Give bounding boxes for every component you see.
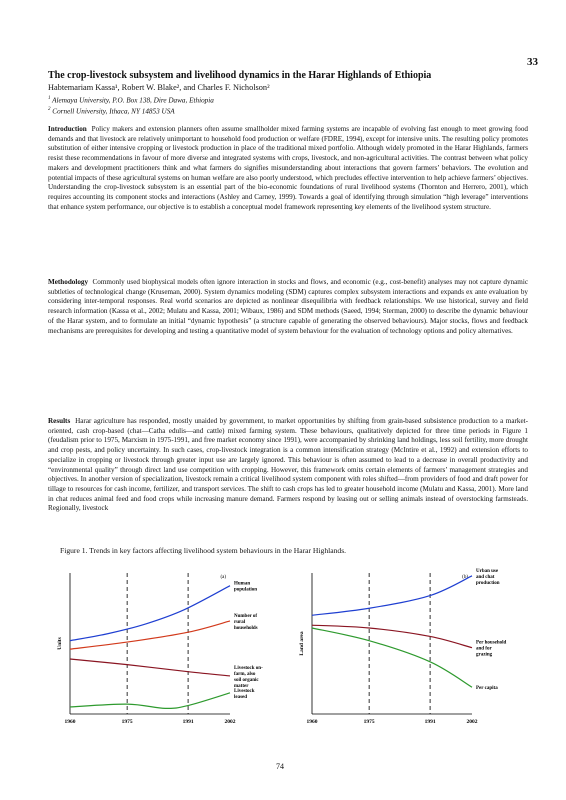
results-paragraph (48, 417, 528, 514)
chart-b-x-tick-1975: 1975 (363, 719, 375, 725)
affiliation-1 (48, 96, 214, 104)
chart-a-legend-line: population (234, 587, 258, 593)
introduction-paragraph (48, 125, 528, 212)
results-heading: Results (48, 417, 71, 425)
methodology-text: Commonly used biophysical models often ignore interaction in stocks and flows, and economic (e.g., cost-benefit) analyses may not capture dynamic subtleties of technological change (Kruseman, 2000). System dynamics modeling (SDM) captures complex subsystem interactions and expands ex ante evaluation by considering inter-temporal responses. Real world scenarios are depicted as nonlinear disequilibria with feedback relationships. We use historical, survey and field research information (Kassa et al., 2002; Mulatu and Kassa, 2001; Wibaux, 1986) and SDM methods (Saeed, 1994; Sterman, 2000) to describe the dynamic behaviour of the Harar system, and to formulate an initial “dynamic hypothesis” (a structure capable of generating the observed behaviours). Major stocks, flows and feedback mechanisms are prerequisites for developing and testing a quantitative model of system behaviour for the evaluation of technology options and policy alternatives. (48, 278, 528, 335)
chart-a-legend-livestock-on-farm-also-soil-organic-matter (234, 666, 263, 689)
chart-a-series-livestock-leased (70, 693, 230, 709)
paper-title: The crop-livestock subsystem and livelihood dynamics in the Harar Highlands of Ethiopia (48, 70, 432, 81)
chart-b-legend-line: and for (476, 646, 492, 652)
chart-b-legend-line: and chat (476, 574, 495, 580)
chart-a-legend-line: leased (234, 694, 248, 700)
chart-b-legend-line: Per household (476, 640, 507, 646)
chart-a-legend-line: farm, also (234, 671, 256, 677)
chart-a (52, 565, 282, 730)
affiliation-1-text: Alemaya University, P.O. Box 138, Dire Dawa, Ethiopia (52, 96, 214, 105)
methodology-heading: Methodology (48, 278, 89, 286)
chart-b-legend-urban-use-and-chat-production (476, 569, 500, 586)
figure-caption: Figure 1. Trends in key factors affecting livelihood system behaviours in the Harar Highlands. (60, 546, 347, 555)
chart-b-x-tick-1960: 1960 (306, 719, 318, 725)
chart-b-x-tick-2002: 2002 (466, 719, 478, 725)
author-list: Habtemariam Kassa¹, Robert W. Blake², and Charles F. Nicholson² (48, 83, 270, 92)
chart-b-series-per-capita (312, 628, 472, 687)
chart-a-series-number-of-rural-households (70, 621, 230, 649)
footer-page-number: 74 (276, 762, 284, 771)
affiliation-2-text: Cornell University, Ithaca, NY 14853 USA (52, 107, 175, 116)
page-number: 33 (527, 56, 538, 68)
chart-b-series-urban-use-and-chat-production (312, 576, 472, 615)
affiliation-2 (48, 107, 175, 115)
chart-b-legend-per-capita (476, 686, 498, 691)
chart-b-x-tick-1991: 1991 (424, 719, 436, 725)
chart-b-series-per-household-and-for-grazing (312, 625, 472, 648)
chart-a-legend-line: Human (234, 581, 251, 587)
methodology-paragraph (48, 278, 528, 336)
chart-a-legend-line: soil organic (234, 677, 259, 683)
chart-b-legend-line: Per capita (476, 686, 498, 692)
chart-a-series-human-population (70, 586, 230, 641)
chart-a-x-tick-1991: 1991 (182, 719, 194, 725)
chart-b-legend-line: production (476, 580, 500, 586)
chart-a-legend-human-population (234, 582, 257, 593)
chart-b-legend-line: Urban use (476, 568, 499, 574)
chart-a-legend-line: rural (234, 619, 246, 625)
chart-a-x-tick-1975: 1975 (121, 719, 133, 725)
introduction-heading: Introduction (48, 125, 87, 133)
results-text: Harar agriculture has responded, mostly unaided by government, to market opportunities by shifting from grain-based subsistence production to a market-oriented, cash crop-based (chat—Catha edulis—and cattle) mixed farming system. These behaviours, qualitatively depicted for three time periods in Figure 1 (feudalism prior to 1975, Marxism in 1975-1991, and free market economy since 1991), were accompanied by shrinking land holdings, less soil fertility, more drought and crop pests, and policy uncertainty. In such cases, crop-livestock integration is a common intensification strategy (McIntire et al., 1992) and extension efforts to specialize in cropping or livestock through greater input use are largely ignored. This behaviour is often assumed to lead to a decrease in overall productivity and “environmental quality” through direct land use competition with cropping. However, this framework omits certain elements of farmers’ management strategies and objectives. In another version of specialization, livestock remain a critical livelihood system component with roles shifted—from providers of food and draft power for tillage to resources for cash income, fertilizer, and transport services. The shift to cash crops has led to greater household income (Mulatu and Kassa, 2001). More land in chat reduces animal feed and food crops while increasing manure demand. Farmers respond by leasing out or selling animals instead of overstocking farmsteads. Regionally, livestock (48, 417, 528, 513)
chart-a-legend-line: Livestock on- (234, 665, 263, 671)
chart-a-legend-line: households (234, 625, 258, 631)
chart-a-series-livestock-on-farm-also-soil-organic-matter (70, 659, 230, 676)
chart-a-x-tick-2002: 2002 (224, 719, 236, 725)
chart-a-legend-line: matter (234, 683, 249, 689)
chart-a-x-tick-1960: 1960 (64, 719, 76, 725)
chart-b-legend-per-household-and-for-grazing (476, 641, 507, 658)
chart-a-y-axis-label: Units (57, 637, 63, 650)
chart-a-legend-number-of-rural-households (234, 614, 258, 631)
chart-b-panel-label: (b) (462, 575, 468, 580)
chart-a-legend-line: Number of (234, 613, 258, 619)
chart-a-panel-label: (a) (220, 575, 226, 580)
chart-b-y-axis-label: Land area (299, 631, 305, 656)
chart-b (294, 565, 524, 730)
chart-a-legend-line: Livestock (234, 688, 255, 694)
chart-a-legend-livestock-leased (234, 689, 255, 700)
chart-b-legend-line: grazing (476, 652, 493, 658)
affiliation-2-marker: 2 (48, 107, 51, 112)
introduction-text: Policy makers and extension planners often assume smallholder mixed farming systems are incapable of evolving fast enough to meet growing food demands and that livestock are relatively unimportant to household food production or welfare (FDRE, 1994), except for intensive units. The resulting policy promotes substitution of either intensive cropping or livestock production in place of the traditional mixed portfolio. Although widely promoted in the Harar Highlands, farmers resist these recommendations in favour of more diverse and integrated systems with crops, livestock, and non-agricultural activities. The contrast between what policy makers and development practitioners think and what farmers do signifies misunderstanding about interactions that govern farmers’ behaviors. The evolution and potential impacts of these agricultural systems on human welfare are also poorly understood, which precludes effective intervention to help achieve farmers’ objectives. Understanding the crop-livestock subsystem is an essential part of the bio-economic foundations of rural livelihood systems (Thornton and Herrero, 2001), which requires accounting its component stocks and interactions (Ashley and Carney, 1999). Towards a goal of identifying through simulation “high leverage” interventions that enhance system performance, our objective is to establish a conceptual model framework representing key elements of the livelihood system structure. (48, 125, 528, 211)
affiliation-1-marker: 1 (48, 96, 51, 101)
